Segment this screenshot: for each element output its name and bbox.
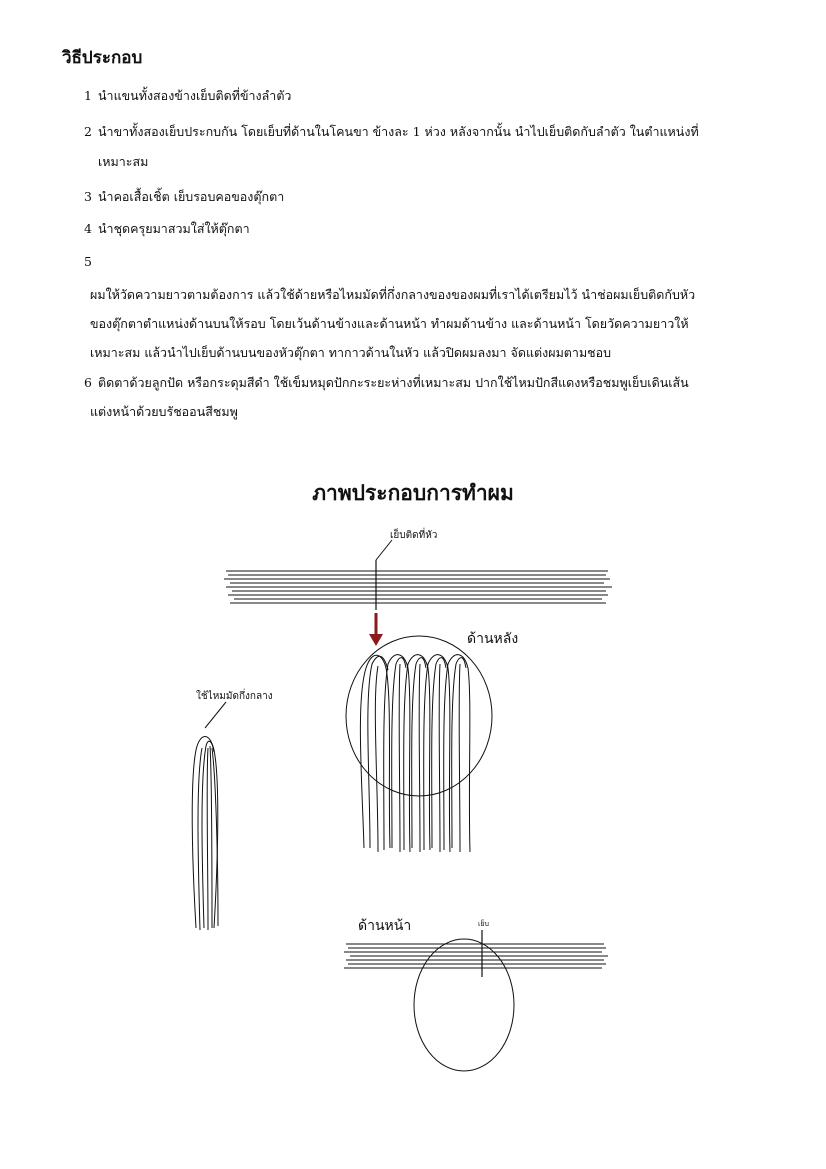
step-number: 4 <box>84 221 92 236</box>
step-text-line: ติดตาด้วยลูกปัด หรือกระดุมสีดำ ใช้เข็มหมุดปักกะระยะห่างที่เหมาะสม ปากใช้ไหมปักสีแดงหรือชมพูเย็บเดินเส้น <box>98 375 689 390</box>
step-number: 2 <box>84 124 92 139</box>
back-hair-group <box>346 636 492 852</box>
step-number: 5 <box>84 254 92 269</box>
top-hair-strip <box>224 571 612 603</box>
label-pointer <box>376 540 392 560</box>
label-sew-to-head: เย็บติดที่หัว <box>390 530 438 541</box>
step-number: 6 <box>84 375 92 390</box>
label-sew: เย็บ <box>478 920 489 928</box>
figure-title: ภาพประกอบการทำผม <box>312 480 514 505</box>
section-heading: วิธีประกอบ <box>62 48 143 68</box>
down-arrow <box>369 613 383 646</box>
front-hair-strip <box>344 944 608 968</box>
label-front-side: ด้านหน้า <box>358 918 412 934</box>
step-text-line: นำขาทั้งสองเย็บประกบกัน โดยเย็บที่ด้านในโคนขา ข้างละ 1 ห่วง หลังจากนั้น นำไปเย็บติดกับลำตัว ในตำแหน่งที่ <box>98 124 699 139</box>
step-text-line: ผมให้วัดความยาวตามต้องการ แล้วใช้ด้ายหรือไหมมัดที่กึ่งกลางของของผมที่เราได้เตรียมไว้ นำช่อผมเย็บติดกับหัว <box>90 287 696 302</box>
front-head-circle <box>414 939 514 1071</box>
label-tie-middle: ใช้ไหมมัดกึ่งกลาง <box>196 691 273 702</box>
step-text-line: เหมาะสม แล้วนำไปเย็บด้านบนของหัวตุ๊กตา ทากาวด้านในหัว แล้วปิดผมลงมา จัดแต่งผมตามชอบ <box>90 345 612 360</box>
step-number: 1 <box>84 88 92 103</box>
tied-hair-bundle <box>192 737 218 931</box>
step-text-line: นำคอเสื้อเชิ้ต เย็บรอบคอของตุ๊กตา <box>98 189 285 204</box>
step-text-line: นำชุดครุยมาสวมใส่ให้ตุ๊กตา <box>98 221 250 236</box>
step-text-line: เหมาะสม <box>98 154 149 169</box>
step-text-line: ของตุ๊กตาตำแหน่งด้านบนให้รอบ โดยเว้นด้านข้างและด้านหน้า ทำผมด้านข้าง และด้านหน้า โดยวัดความยาวให้ <box>90 316 689 331</box>
step-text-line: นำแขนทั้งสองข้างเย็บติดที่ข้างลำตัว <box>98 88 292 103</box>
tie-label-pointer <box>205 702 226 728</box>
label-back-side: ด้านหลัง <box>467 631 519 647</box>
step-text-line: แต่งหน้าด้วยบรัชออนสีชมพู <box>90 404 238 419</box>
step-number: 3 <box>84 189 92 204</box>
